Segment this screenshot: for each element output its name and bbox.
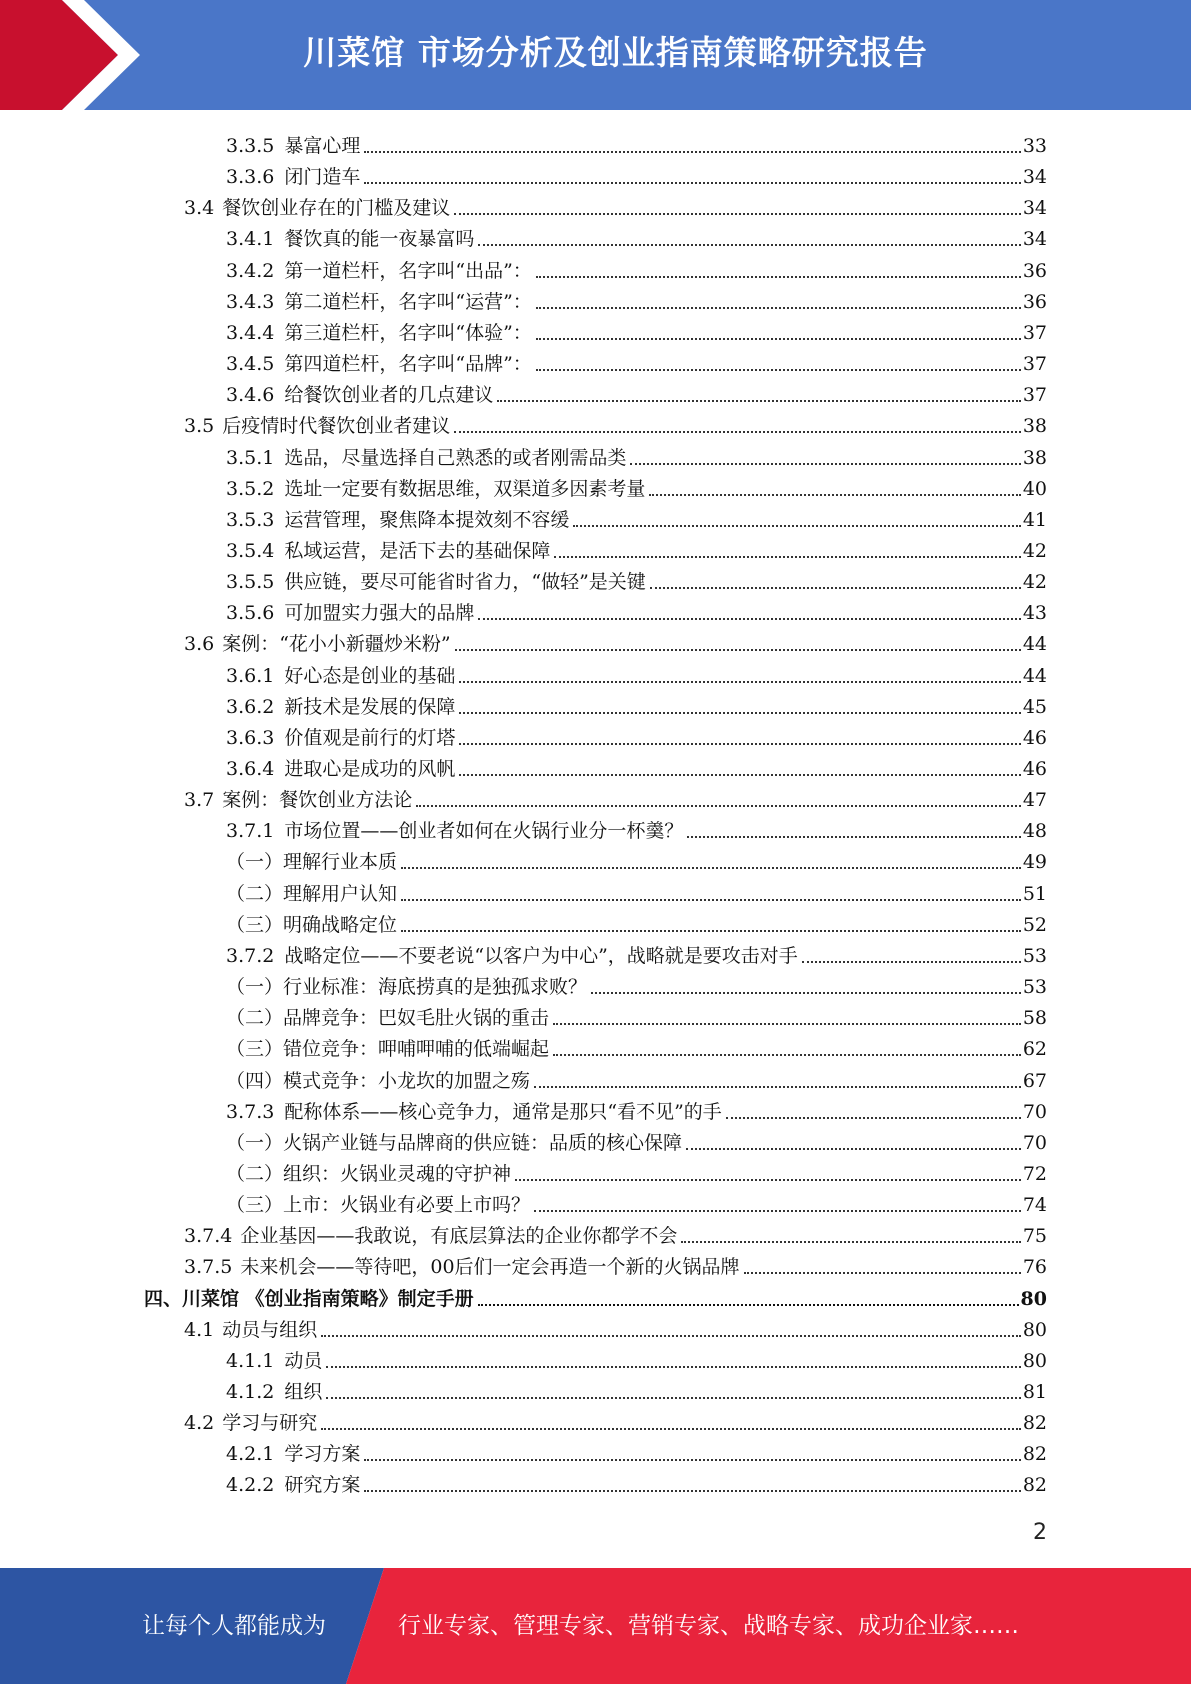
toc-dot-leader	[321, 1427, 1021, 1430]
toc-entry-page: 53	[1022, 944, 1047, 967]
toc-entry-page: 42	[1022, 539, 1047, 562]
toc-entry-title: 企业基因——我敢说，有底层算法的企业你都学不会	[240, 1225, 678, 1248]
toc-entry-title: 学习方案	[284, 1443, 361, 1466]
toc-entry-title: 学习与研究	[222, 1412, 318, 1435]
toc-entry-title: （一）理解行业本质	[226, 851, 398, 874]
toc-entry-page: 43	[1022, 602, 1047, 625]
toc-dot-leader	[553, 1053, 1021, 1056]
toc-entry-page: 67	[1022, 1069, 1047, 1092]
toc-dot-leader	[321, 1334, 1021, 1337]
toc-entry-number: 3.5.4	[226, 539, 275, 562]
toc-entry-number: 3.7	[184, 789, 215, 812]
toc-entry-page: 58	[1022, 1007, 1047, 1030]
toc-entry[interactable]	[226, 750, 1047, 781]
toc-entry-title: 运营管理，聚焦降本提效刻不容缓	[284, 508, 570, 531]
toc-entry-title: 第一道栏杆，名字叫“出品”：	[284, 259, 532, 282]
toc-entry[interactable]	[226, 843, 1047, 874]
toc-entry-title: （三）上市：火锅业有必要上市吗？	[226, 1194, 531, 1217]
toc-dot-leader	[478, 243, 1020, 246]
toc-entry[interactable]	[226, 439, 1047, 470]
toc-dot-leader	[455, 648, 1021, 651]
toc-entry-page: 80	[1022, 1318, 1047, 1341]
toc-entry[interactable]	[226, 968, 1047, 999]
toc-dot-leader	[364, 1489, 1020, 1492]
toc-dot-leader	[553, 1022, 1021, 1025]
toc-entry-page: 37	[1022, 353, 1047, 376]
toc-entry-title: 私域运营，是活下去的基础保障	[284, 539, 551, 562]
toc-entry-page: 82	[1022, 1443, 1047, 1466]
toc-entry-page: 80	[1020, 1287, 1047, 1310]
toc-entry-title: 配称体系——核心竞争力，通常是那只“看不见”的手	[284, 1100, 722, 1123]
toc-entry-page: 70	[1022, 1100, 1047, 1123]
toc-entry-title: 战略定位——不要老说“以客户为中心”，战略就是要攻击对手	[284, 944, 798, 967]
toc-entry[interactable]	[226, 345, 1047, 376]
toc-entry-number: 3.5	[184, 415, 215, 438]
toc-entry-number: 3.6.3	[226, 726, 275, 749]
toc-entry-number: 3.3.6	[226, 166, 275, 189]
toc-entry-title: 研究方案	[284, 1474, 361, 1497]
toc-entry-page: 41	[1022, 508, 1047, 531]
toc-dot-leader	[681, 1240, 1020, 1243]
toc-entry-number: 3.5.2	[226, 477, 275, 500]
toc-entry-page: 46	[1022, 726, 1047, 749]
toc-dot-leader	[534, 1209, 1021, 1212]
toc-dot-leader	[536, 275, 1021, 278]
toc-dot-leader	[364, 1458, 1020, 1461]
toc-entry-page: 80	[1022, 1349, 1047, 1372]
toc-dot-leader	[534, 1085, 1021, 1088]
toc-entry-page: 82	[1022, 1474, 1047, 1497]
toc-entry[interactable]	[226, 1186, 1047, 1217]
toc-entry-number: 3.7.1	[226, 820, 275, 843]
toc-dot-leader	[536, 368, 1021, 371]
toc-entry[interactable]	[226, 1093, 1047, 1124]
toc-entry-title: 案例：“花小小新疆炒米粉”	[222, 633, 451, 656]
page-header	[0, 0, 1191, 110]
toc-dot-leader	[497, 399, 1020, 402]
toc-entry-page: 42	[1022, 571, 1047, 594]
toc-entry-title: 进取心是成功的风帆	[284, 758, 456, 780]
toc-entry[interactable]	[226, 594, 1047, 625]
toc-entry[interactable]	[226, 376, 1047, 407]
toc-entry-title: 动员	[284, 1349, 323, 1372]
toc-entry-number: 3.7.5	[184, 1256, 233, 1279]
toc-dot-leader	[459, 680, 1020, 683]
toc-entry[interactable]	[226, 470, 1047, 501]
toc-entry-page: 38	[1022, 446, 1047, 469]
toc-entry-title: 新技术是发展的保障	[284, 695, 456, 718]
toc-entry-page: 44	[1022, 633, 1047, 656]
toc-entry-page: 49	[1022, 851, 1047, 874]
toc-entry-number: 4.2.2	[226, 1474, 275, 1497]
toc-entry[interactable]	[226, 875, 1047, 906]
toc-entry[interactable]	[226, 220, 1047, 251]
toc-entry-title: 动员与组织	[222, 1318, 318, 1341]
toc-entry[interactable]	[184, 1217, 1047, 1248]
toc-entry[interactable]	[226, 719, 1047, 750]
toc-entry-title: 好心态是创业的基础	[284, 664, 456, 687]
toc-dot-leader	[326, 1396, 1020, 1399]
toc-dot-leader	[459, 742, 1020, 745]
toc-entry[interactable]	[226, 158, 1047, 189]
toc-entry-page: 53	[1022, 976, 1047, 999]
toc-entry[interactable]	[226, 501, 1047, 532]
toc-dot-leader	[454, 212, 1021, 215]
toc-entry[interactable]	[226, 314, 1047, 345]
report-title: 川菜馆 市场分析及创业指南策略研究报告	[303, 33, 928, 72]
toc-entry-page: 36	[1022, 290, 1047, 313]
toc-entry-title: 后疫情时代餐饮创业者建议	[222, 415, 451, 438]
toc-entry-page: 46	[1022, 758, 1047, 780]
toc-entry-page: 76	[1022, 1256, 1047, 1279]
toc-entry[interactable]	[226, 252, 1047, 283]
toc-entry[interactable]	[226, 906, 1047, 937]
toc-entry[interactable]	[226, 1373, 1047, 1404]
toc-dot-leader	[364, 181, 1020, 184]
toc-entry[interactable]	[226, 1062, 1047, 1093]
toc-entry-title: 暴富心理	[284, 135, 361, 157]
toc-dot-leader	[687, 835, 1020, 838]
toc-entry-title: 给餐饮创业者的几点建议	[284, 384, 494, 407]
toc-entry-page: 82	[1022, 1412, 1047, 1435]
toc-entry-title: （三）明确战略定位	[226, 913, 398, 936]
toc-dot-leader	[515, 1178, 1021, 1181]
toc-entry-title: （一）行业标准：海底捞真的是独孤求败？	[226, 976, 588, 999]
toc-dot-leader	[401, 898, 1021, 901]
toc-entry[interactable]	[226, 1342, 1047, 1373]
footer-slogan-right: 行业专家、管理专家、营销专家、战略专家、成功企业家……	[398, 1613, 1019, 1639]
toc-entry[interactable]	[226, 1124, 1047, 1155]
toc-entry-title: （二）品牌竞争：巴奴毛肚火锅的重击	[226, 1007, 550, 1030]
toc-entry-number: 3.5.6	[226, 602, 275, 625]
toc-entry-title: 价值观是前行的灯塔	[284, 726, 456, 749]
toc-entry-number: 3.4.3	[226, 290, 275, 313]
toc-entry-number: 3.7.4	[184, 1225, 233, 1248]
toc-entry-number: 3.4.1	[226, 228, 275, 251]
toc-dot-leader	[686, 1147, 1021, 1150]
toc-entry[interactable]	[226, 1030, 1047, 1061]
toc-entry-title: 未来机会——等待吧，00后们一定会再造一个新的火锅品牌	[240, 1256, 740, 1279]
toc-entry-number: 3.4.4	[226, 321, 275, 344]
toc-entry-page: 40	[1022, 477, 1047, 500]
toc-entry-number: 3.6	[184, 633, 215, 656]
toc-entry[interactable]	[184, 625, 1047, 656]
toc-entry-number: 4.1.1	[226, 1349, 275, 1372]
toc-entry-page: 51	[1022, 882, 1047, 905]
toc-entry-number: 3.5.5	[226, 571, 275, 594]
toc-entry-page: 37	[1022, 384, 1047, 407]
toc-entry[interactable]	[226, 563, 1047, 594]
toc-entry-page: 70	[1022, 1131, 1047, 1154]
toc-entry-page: 47	[1022, 789, 1047, 812]
toc-entry[interactable]	[226, 1155, 1047, 1186]
toc-entry-title: （三）错位竞争：呷哺呷哺的低端崛起	[226, 1038, 550, 1061]
toc-entry-number: 3.6.2	[226, 695, 275, 718]
toc-dot-leader	[459, 711, 1020, 714]
toc-entry-page: 34	[1022, 228, 1047, 251]
toc-entry-number: 3.7.3	[226, 1100, 275, 1123]
toc-entry[interactable]	[184, 407, 1047, 438]
toc-entry-page: 33	[1022, 135, 1047, 157]
toc-dot-leader	[416, 804, 1021, 807]
toc-dot-leader	[726, 1116, 1021, 1119]
toc-entry[interactable]	[226, 1466, 1047, 1497]
toc-entry-page: 52	[1022, 913, 1047, 936]
toc-entry[interactable]	[226, 657, 1047, 688]
toc-entry-title: （四）模式竞争：小龙坎的加盟之殇	[226, 1069, 531, 1092]
toc-entry-page: 81	[1022, 1381, 1047, 1403]
toc-entry-title: 选品，尽量选择自己熟悉的或者刚需品类	[284, 446, 627, 469]
toc-entry-page: 48	[1022, 820, 1047, 843]
toc-entry[interactable]	[184, 189, 1047, 220]
toc-dot-leader	[536, 337, 1021, 340]
toc-dot-leader	[536, 306, 1021, 309]
toc-dot-leader	[459, 773, 1020, 776]
toc-entry-number: 3.7.2	[226, 944, 275, 967]
toc-dot-leader	[554, 555, 1020, 558]
toc-dot-leader	[401, 866, 1021, 869]
toc-dot-leader	[478, 1303, 1019, 1306]
toc-entry[interactable]	[226, 812, 1047, 843]
toc-entry-number: 3.3.5	[226, 135, 275, 157]
toc-entry[interactable]	[226, 283, 1047, 314]
toc-entry-title: 第三道栏杆，名字叫“体验”：	[284, 321, 532, 344]
toc-entry[interactable]	[226, 688, 1047, 719]
toc-entry-number: 3.6.4	[226, 758, 275, 780]
toc-entry-number: 4.2	[184, 1412, 215, 1435]
toc-dot-leader	[591, 991, 1021, 994]
toc-entry-page: 45	[1022, 695, 1047, 718]
toc-entry-page: 75	[1022, 1225, 1047, 1248]
toc-entry-title: （二）组织：火锅业灵魂的守护神	[226, 1162, 512, 1185]
toc-entry-title: 闭门造车	[284, 166, 361, 189]
toc-dot-leader	[401, 929, 1021, 932]
toc-entry-title: （二）理解用户认知	[226, 882, 398, 905]
toc-entry[interactable]	[184, 1404, 1047, 1435]
toc-entry-page: 37	[1022, 321, 1047, 344]
toc-entry-number: 3.4	[184, 197, 215, 220]
toc-entry-title: 餐饮真的能一夜暴富吗	[284, 228, 475, 251]
toc-entry[interactable]	[184, 1311, 1047, 1342]
toc-entry-page: 72	[1022, 1162, 1047, 1185]
toc-dot-leader	[649, 493, 1020, 496]
toc-entry-title: 供应链，要尽可能省时省力，“做轻”是关键	[284, 571, 646, 594]
toc-entry-page: 62	[1022, 1038, 1047, 1061]
toc-entry-title: 四、川菜馆 《创业指南策略》制定手册	[144, 1287, 474, 1310]
toc-entry-page: 74	[1022, 1194, 1047, 1217]
toc-entry-page: 34	[1022, 166, 1047, 189]
toc-entry[interactable]	[184, 1248, 1047, 1279]
toc-entry[interactable]	[226, 1435, 1047, 1466]
toc-entry-title: 可加盟实力强大的品牌	[284, 602, 475, 625]
toc-entry-number: 3.4.6	[226, 384, 275, 407]
toc-entry[interactable]	[184, 781, 1047, 812]
toc-dot-leader	[364, 150, 1020, 153]
toc-dot-leader	[650, 586, 1021, 589]
toc-entry-title: 餐饮创业存在的门槛及建议	[222, 197, 451, 220]
toc-entry-title: 案例：餐饮创业方法论	[222, 789, 413, 812]
page-number: 2	[1033, 1520, 1047, 1545]
toc-entry-number: 3.6.1	[226, 664, 275, 687]
toc-entry-page: 36	[1022, 259, 1047, 282]
toc-entry[interactable]	[226, 937, 1047, 968]
toc-entry-page: 38	[1022, 415, 1047, 438]
toc-entry-title: 第四道栏杆，名字叫“品牌”：	[284, 353, 532, 376]
toc-entry-number: 3.4.5	[226, 353, 275, 376]
toc-entry-title: 市场位置——创业者如何在火锅行业分一杯羹？	[284, 820, 684, 843]
toc-entry-page: 34	[1022, 197, 1047, 220]
toc-entry-title: （一）火锅产业链与品牌商的供应链：品质的核心保障	[226, 1131, 683, 1154]
toc-dot-leader	[573, 524, 1020, 527]
toc-entry-number: 4.1.2	[226, 1381, 275, 1403]
toc-entry-number: 3.5.1	[226, 446, 275, 469]
toc-entry-title: 选址一定要有数据思维，双渠道多因素考量	[284, 477, 646, 500]
toc-entry-title: 第二道栏杆，名字叫“运营”：	[284, 290, 532, 313]
toc-dot-leader	[802, 960, 1021, 963]
toc-dot-leader	[478, 617, 1020, 620]
toc-entry-number: 4.2.1	[226, 1443, 275, 1466]
toc-entry-number: 4.1	[184, 1318, 215, 1341]
toc-entry[interactable]	[226, 999, 1047, 1030]
toc-entry-page: 44	[1022, 664, 1047, 687]
toc-entry-number: 3.4.2	[226, 259, 275, 282]
footer-slogan-left: 让每个人都能成为	[142, 1613, 326, 1639]
page-footer	[0, 1568, 1191, 1684]
toc-entry[interactable]	[144, 1280, 1047, 1311]
toc-dot-leader	[326, 1365, 1020, 1368]
toc-dot-leader	[744, 1271, 1021, 1274]
toc-entry[interactable]	[226, 127, 1047, 158]
toc-entry-title: 组织	[284, 1381, 323, 1403]
toc-entry[interactable]	[226, 532, 1047, 563]
toc-entry-number: 3.5.3	[226, 508, 275, 531]
toc-dot-leader	[630, 462, 1020, 465]
toc-dot-leader	[454, 430, 1021, 433]
